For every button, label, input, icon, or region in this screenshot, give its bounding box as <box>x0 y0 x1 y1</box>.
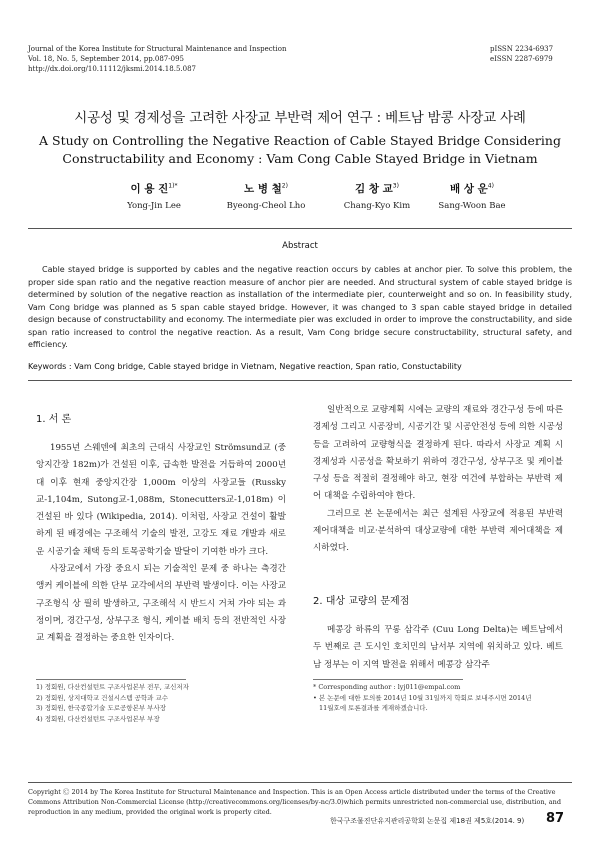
footnotes-left <box>36 682 286 724</box>
author-1-name-en: Yong-Jin Lee <box>127 201 181 211</box>
footnote-rule-right <box>313 679 463 680</box>
discussion-note-line2: 11월호에 토론결과를 게재하겠습니다. <box>319 704 428 712</box>
author-4 <box>412 181 532 211</box>
section-1-heading: 1. 서 론 <box>36 414 72 425</box>
pissn: pISSN 2234-6937 <box>490 45 554 53</box>
author-1-sup: 1)* <box>168 182 178 190</box>
corresponding-author: * Corresponding author : lyj011@empal.com <box>313 683 461 691</box>
author-2-name-en: Byeong-Cheol Lho <box>226 201 306 211</box>
intro-paragraph-4: 그러므로 본 논문에서는 최근 설계된 사장교에 적용된 부반력 제어대책을 비교·분석하여 대상교량에 대한 부반력 제어대책을 제시하였다. <box>313 508 563 554</box>
right-column-section-2 <box>313 622 563 674</box>
keywords-label: Keywords : <box>28 362 72 371</box>
intro-paragraph-3: 일반적으로 교량계획 시에는 교량의 재료와 경간구성 등에 따른 경제성 그리고 시공장비, 시공기간 및 시공안전성 등에 의한 시공성 등을 고려하여 교량형식을 결정하게 된다. 따라서 사장교 계획 시 경제성과 시공성을 확보하기 위하여 경간구성, 상부구조 및 케이블 구성 등을 적절히 결정해야 하고, 현장 여건에 부합하는 부반력 제어 대책을 수립하여야 한다. <box>313 405 563 502</box>
author-4-sup: 4) <box>487 182 494 190</box>
copyright-rule <box>28 782 572 783</box>
right-column <box>313 402 563 558</box>
title-english-line2: Constructability and Economy : Vam Cong Cable Stayed Bridge in Vietnam <box>62 151 538 166</box>
abstract-bottom-rule <box>28 380 572 381</box>
author-3-sup: 3) <box>392 182 399 190</box>
journal-header <box>28 44 286 74</box>
section-2-heading: 2. 대상 교량의 문제점 <box>313 596 410 607</box>
keywords-line <box>28 362 572 371</box>
footnote-rule-left <box>36 679 186 680</box>
footnote-4: 4) 정회원, 다산컨설턴트 구조사업본부 부장 <box>36 714 160 723</box>
journal-name: Journal of the Korea Institute for Structural Maintenance and Inspection <box>28 45 287 53</box>
title-english-line1: A Study on Controlling the Negative Reaction of Cable Stayed Bridge Considering <box>39 133 561 148</box>
author-2 <box>206 181 326 211</box>
footnote-3: 3) 정회원, 한국종합기술 도로공항본부 부사장 <box>36 704 167 712</box>
author-4-name-en: Sang-Woon Bae <box>438 201 506 211</box>
left-column <box>36 440 286 648</box>
eissn: eISSN 2287-6979 <box>490 55 553 63</box>
copyright-notice: Copyright Ⓒ 2014 by The Korea Institute for Structural Maintenance and Inspection. This is an Open Access article distributed under the terms of the Creative Commons Attribution Non-Commercial License (http://creativecommons.org/licenses/by-nc/3.0)which permits unrestricted non-commercial use, distribution, and reproduction in any medium, provided the original work is properly cited. <box>28 788 561 816</box>
journal-volume: Vol. 18, No. 5, September 2014, pp.087-095 <box>28 55 184 63</box>
author-2-name-ko: 노 병 철 <box>244 183 282 195</box>
author-1 <box>94 181 214 211</box>
abstract-heading: Abstract <box>282 241 318 251</box>
issn-block <box>490 44 572 64</box>
section-2-paragraph-1: 메콩강 하류의 꾸롱 삼각주 (Cuu Long Delta)는 베트남에서 두 번째로 큰 도시인 호치민의 남서부 지역에 위치하고 있다. 베트남 정부는 이 지역 발전을 위해서 메콩강 삼각주 <box>313 625 563 670</box>
author-3-name-ko: 김 창 교 <box>355 183 393 195</box>
footnote-2: 2) 정회원, 상지대학교 건설시스템 공학과 교수 <box>36 693 169 702</box>
page-number: 87 <box>546 811 565 826</box>
doi-link[interactable]: http://dx.doi.org/10.11112/jksmi.2014.18.5.087 <box>28 65 196 73</box>
footnote-1: 1) 정회원, 다산컨설턴트 구조사업본부 전무, 교신저자 <box>36 683 189 691</box>
abstract-body: Cable stayed bridge is supported by cables and the negative reaction occurs by cables at anchor pier. To solve this problem, the proper side span ratio and the negative reaction measure of anchor pier are needed. And structural system of cable stayed bridge is determined by solution of the negative reaction as installation of the intermediate pier, counterweight and so on. In feasibility study, Vam Cong bridge was planned as 5 span cable stayed bridge. However, it was changed to 3 span cable stayed bridge in detailed design because of constructability and economy. The intermediate pier was excluded in order to improve the constructability, and side span ratio increased to control the negative reaction. As a result, Vam Cong bridge secure constructability, structural safety, and efficiency. <box>28 265 572 349</box>
title-korean: 시공성 및 경제성을 고려한 사장교 부반력 제어 연구 : 베트남 밤콩 사장교 사례 <box>74 110 526 126</box>
keywords-text: Vam Cong bridge, Cable stayed bridge in Vietnam, Negative reaction, Span ratio, Constuctability <box>74 362 462 371</box>
author-1-name-ko: 이 용 진 <box>130 183 169 195</box>
discussion-note-line1: • 본 논문에 대한 토의를 2014년 10월 31일까지 학회로 보내주시면 2014년 <box>313 693 532 702</box>
author-4-name-ko: 배 상 운 <box>450 183 488 195</box>
author-2-sup: 2) <box>281 182 288 190</box>
author-3-name-en: Chang-Kyo Kim <box>343 201 411 211</box>
footnotes-right <box>313 682 568 714</box>
footer-journal: 한국구조물진단유지관리공학회 논문집 제18권 제5호(2014. 9) <box>330 817 525 825</box>
intro-paragraph-1: 1955년 스웨덴에 최초의 근대식 사장교인 Strömsund교 (중앙지간장 182m)가 건설된 이후, 급속한 발전을 거듭하여 2000년대 이후 현재 중앙지간장 1,000m 이상의 사장교들 (Russky교-1,104m, Sutong교-1,088m, Stonecutters교-1,018m) 이 건설된 바 있다 (Wikipedia, 2014). 이처럼, 사장교 건설이 활발하게 된 배경에는 구조해석 기술의 발전, 고강도 재료 개발과 새로운 시공기술 채택 등의 토목공학기술 발달이 기여한 바가 크다. <box>36 443 286 557</box>
intro-paragraph-2: 사장교에서 가장 중요시 되는 기술적인 문제 중 하나는 측경간 앵커 케이블에 의한 단부 교각에서의 부반력 발생이다. 이는 사장교 구조형식 상 필히 발생하고, 구조해석 시 반드시 거쳐 가야 되는 과정이며, 경간구성, 상부구조 형식, 케이블 배치 등의 전반적인 사장교 계획을 결정하는 중요한 인자이다. <box>36 564 286 644</box>
abstract-top-rule <box>28 228 572 229</box>
title-english <box>0 132 600 168</box>
